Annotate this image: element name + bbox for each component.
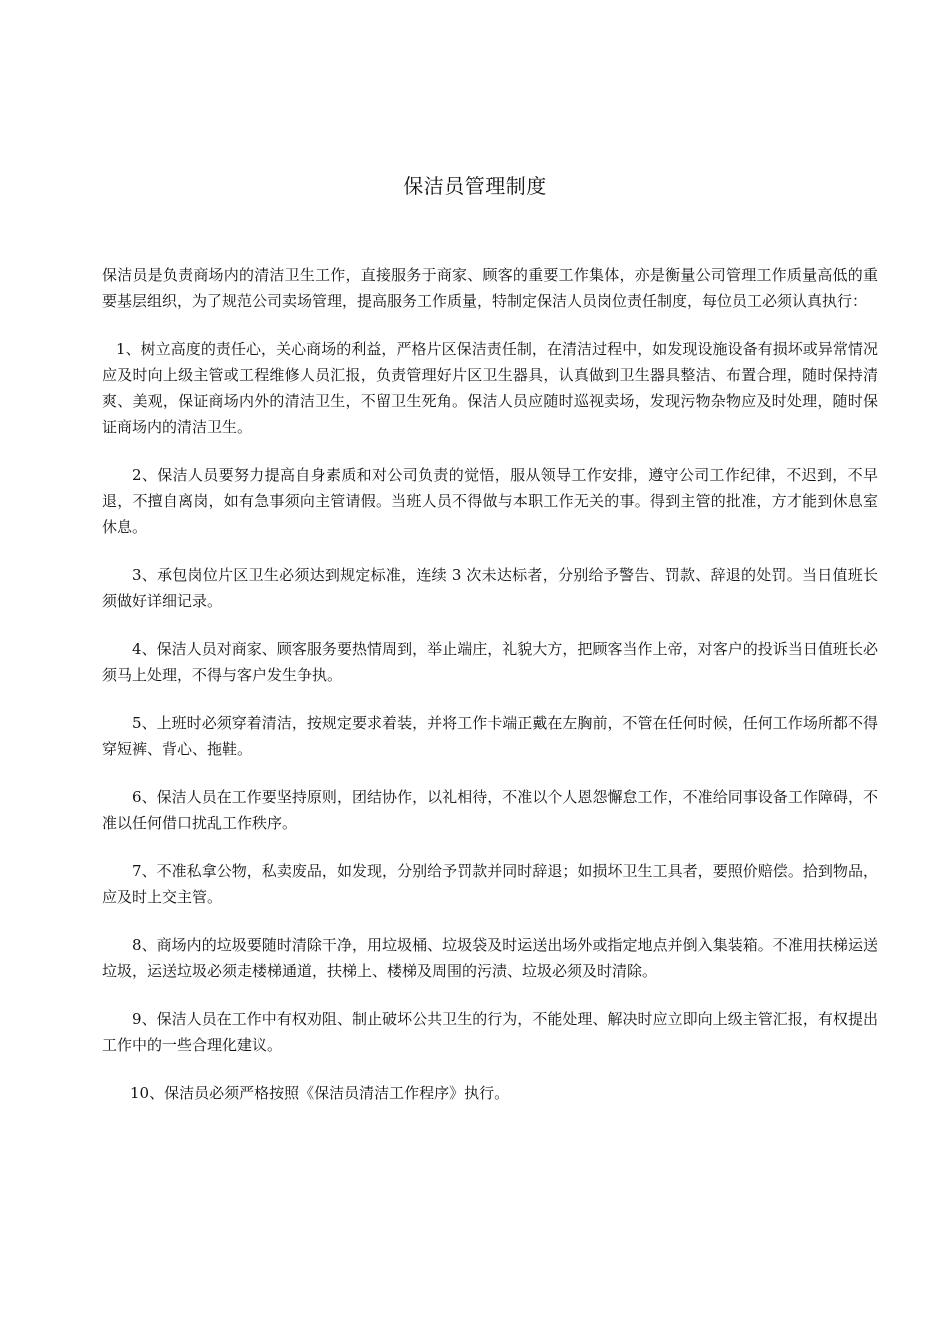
rule-item-7: 7、不准私拿公物，私卖废品，如发现，分别给予罚款并同时辞退；如损坏卫生工具者，要照价赔偿。拾到物品，应及时上交主管。 — [102, 862, 878, 906]
rule-item-2: 2、保洁人员要努力提高自身素质和对公司负责的觉悟，服从领导工作安排，遵守公司工作纪律，不迟到，不早退，不擅自离岗，如有急事须向主管请假。当班人员不得做与本职工作无关的事。得到主管的批准，方才能到休息室休息。 — [102, 466, 878, 536]
document-body — [102, 262, 878, 1128]
intro-paragraph: 保洁员是负责商场内的清洁卫生工作，直接服务于商家、顾客的重要工作集体，亦是衡量公司管理工作质量高低的重要基层组织，为了规范公司卖场管理，提高服务工作质量，特制定保洁人员岗位责任制度，每位员工必须认真执行： — [102, 266, 878, 310]
rule-item-1: 1、树立高度的责任心，关心商场的利益，严格片区保洁责任制，在清洁过程中，如发现设施设备有损坏或异常情况应及时向上级主管或工程维修人员汇报，负责管理好片区卫生器具，认真做到卫生器具整洁、布置合理，随时保持清爽、美观，保证商场内外的清洁卫生，不留卫生死角。保洁人员应随时巡视卖场，发现污物杂物应及时处理，随时保证商场内的清洁卫生。 — [102, 340, 878, 436]
rule-item-6: 6、保洁人员在工作要坚持原则，团结协作，以礼相待，不准以个人恩怨懈怠工作，不准给同事设备工作障碍，不准以任何借口扰乱工作秩序。 — [102, 788, 878, 832]
rule-item-5: 5、上班时必须穿着清洁，按规定要求着装，并将工作卡端正戴在左胸前，不管在任何时候，任何工作场所都不得穿短裤、背心、拖鞋。 — [102, 714, 878, 758]
rule-item-10: 10、保洁员必须严格按照《保洁员清洁工作程序》执行。 — [130, 1084, 510, 1102]
document-title: 保洁员管理制度 — [403, 174, 547, 198]
rule-item-8: 8、商场内的垃圾要随时清除干净，用垃圾桶、垃圾袋及时运送出场外或指定地点并倒入集装箱。不准用扶梯运送垃圾，运送垃圾必须走楼梯通道，扶梯上、楼梯及周围的污渍、垃圾必须及时清除。 — [102, 936, 878, 980]
rule-item-4: 4、保洁人员对商家、顾客服务要热情周到，举止端庄，礼貌大方，把顾客当作上帝，对客户的投诉当日值班长必须马上处理，不得与客户发生争执。 — [102, 640, 878, 684]
rule-item-3: 3、承包岗位片区卫生必须达到规定标准，连续 3 次未达标者，分别给予警告、罚款、辞退的处罚。当日值班长须做好详细记录。 — [102, 566, 878, 610]
rule-item-9: 9、保洁人员在工作中有权劝阻、制止破坏公共卫生的行为，不能处理、解决时应立即向上级主管汇报，有权提出工作中的一些合理化建议。 — [102, 1010, 878, 1054]
